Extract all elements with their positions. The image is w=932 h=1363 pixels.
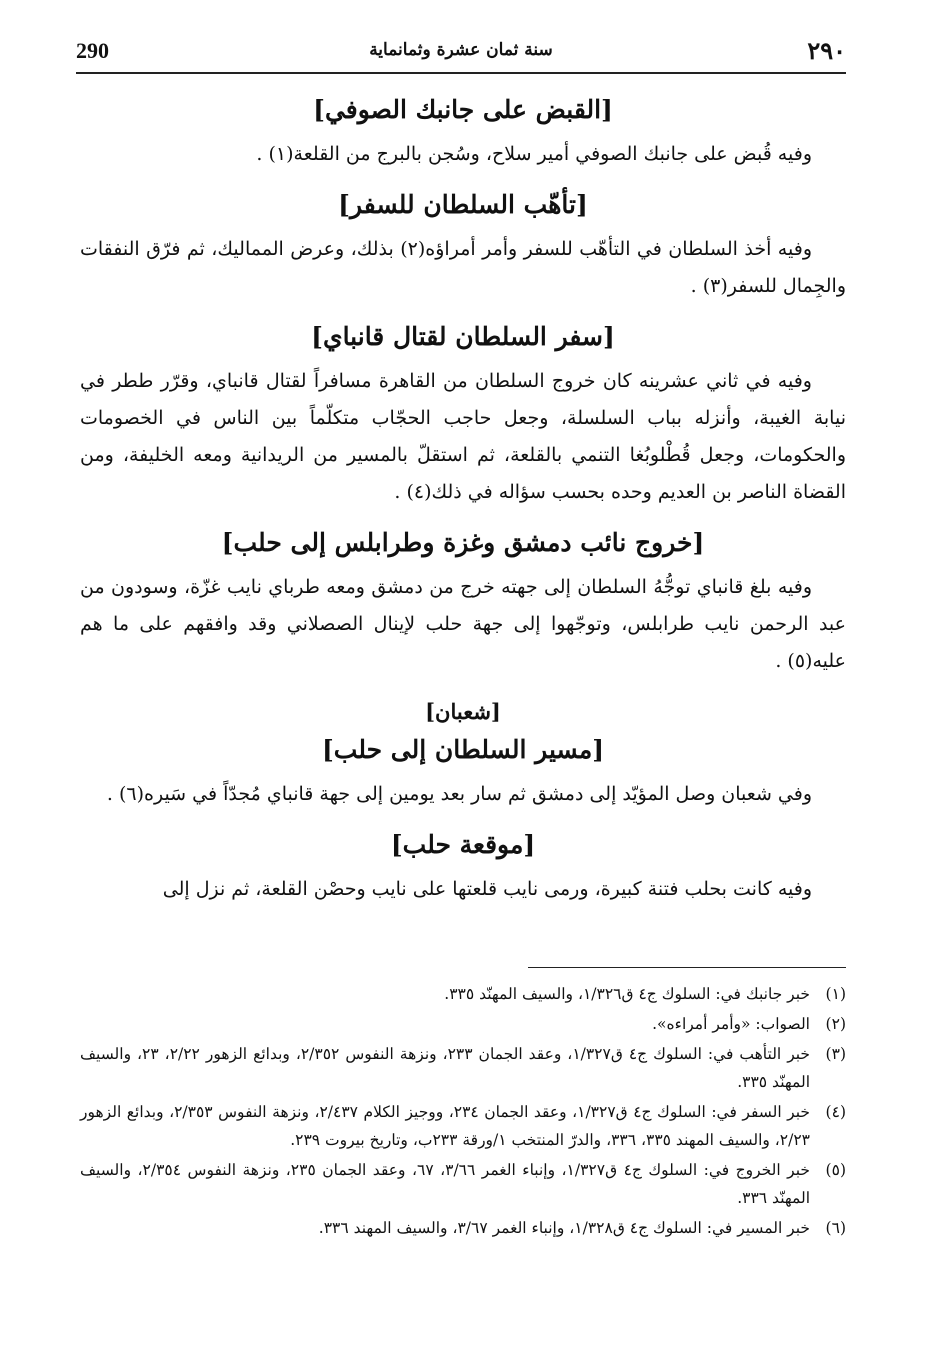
footnote	[80, 1040, 846, 1096]
section-paragraph: وفيه كانت بحلب فتنة كبيرة، ورمى نايب قلعتها على نايب وحصْن القلعة، ثم نزل إلى	[162, 878, 812, 900]
main-text	[80, 92, 846, 922]
footnote-number: (٦)	[825, 1219, 846, 1237]
section-title: [موقعة حلب]	[390, 830, 536, 859]
footnote	[80, 1098, 846, 1154]
section-title: [القبض على جانبك الصوفي]	[313, 95, 613, 124]
section-departure	[80, 525, 846, 680]
footnote-number: (٢)	[825, 1015, 846, 1033]
footnote-text: خبر جانبك في: السلوك ج٤ ق١/٣٢٦، والسيف المهنّد ٣٣٥.	[444, 985, 810, 1003]
footnotes	[80, 980, 846, 1244]
section-title: [سفر السلطان لقتال قانباي]	[311, 322, 615, 351]
section-paragraph: وفيه في ثاني عشرينه كان خروج السلطان من القاهرة مسافراً لقتال قانباي، وقرّر ططر في نيابة الغيبة، وأنزله بباب السلسلة، وجعل حاجب الحجّاب متكلّماً بين الناس في الخصومات والحكومات، وجعل قُطْلوبُغا التنمي بالقلعة، ثم استقلّ بالمسير من الريدانية ومعه الخليفة، ومن القضاة الناصر بن العديم وحده بحسب سؤاله في ذلك(٤) .	[80, 370, 846, 503]
section-battle	[80, 827, 846, 908]
footnote	[80, 1010, 846, 1038]
section-title: [تأهّب السلطان للسفر]	[338, 190, 588, 219]
footnote-text: خبر المسير في: السلوك ج٤ ق١/٣٢٨، وإنباء الغمر ٣/٦٧، والسيف المهند ٣٣٦.	[318, 1219, 810, 1237]
footnote	[80, 1156, 846, 1212]
page-number-latin: 290	[76, 38, 109, 63]
footnote	[80, 1214, 846, 1242]
footnote-number: (٣)	[825, 1045, 846, 1063]
footnote-number: (٤)	[825, 1103, 846, 1121]
month-subtitle: [شعبان]	[425, 699, 501, 724]
section-title: [خروج نائب دمشق وغزة وطرابلس إلى حلب]	[221, 528, 705, 557]
section-title: [مسير السلطان إلى حلب]	[321, 735, 605, 764]
footnote-text: خبر الخروج في: السلوك ج٤ ق١/٣٢٧، وإنباء الغمر ٣/٦٦، ٦٧، وعقد الجمان ٢٣٥، ونزهة النفوس ٢/٣٥٤، والسيف المهنّد ٣٣٦.	[80, 1161, 810, 1207]
footnote-number: (٥)	[825, 1161, 846, 1179]
section-paragraph: وفي شعبان وصل المؤيّد إلى دمشق ثم سار بعد يومين إلى جهة قانباي مُجدّاً في سَيره(٦) .	[106, 783, 812, 805]
footnote	[80, 980, 846, 1008]
section-journey	[80, 319, 846, 511]
footnote-text: خبر التأهب في: السلوك ج٤ ق١/٣٢٧، وعقد الجمان ٢٣٣، ونزهة النفوس ٢/٣٥٢، وبدائع الزهور ٢/٢٢، ٢٣، والسيف المهنّد ٣٣٥.	[80, 1045, 811, 1091]
section-paragraph: وفيه قُبض على جانبك الصوفي أمير سلاح، وسُجن بالبرج من القلعة(١) .	[256, 143, 812, 165]
footnote-divider	[528, 967, 846, 968]
section-arrest	[80, 92, 846, 173]
footnote-text: خبر السفر في: السلوك ج٤ ق١/٣٢٧، وعقد الجمان ٢٣٤، ووجيز الكلام ٢/٤٣٧، ونزهة النفوس ٢/٣٥٣، وبدائع الزهور ٢/٢٣، والسيف المهند ٣٣٥، ٣٣٦، والدرّ المنتخب ١/ورقة ٢٣٣ب، وتاريخ بيروت ٢٣٩.	[80, 1103, 810, 1149]
section-paragraph: وفيه أخذ السلطان في التأهّب للسفر وأمر أمراؤه(٢) بذلك، وعرض المماليك، ثم فرّق النفقات والجِمال للسفر(٣) .	[80, 238, 846, 297]
page-number-arabic: ٢٩٠	[807, 36, 846, 65]
footnote-number: (١)	[825, 985, 846, 1003]
page-header	[76, 36, 846, 74]
section-march	[80, 694, 846, 813]
section-preparation	[80, 187, 846, 305]
running-title: سنة ثمان عشرة وثمانماية	[369, 40, 553, 60]
section-paragraph: وفيه بلغ قانباي توجُّهُ السلطان إلى جهته خرج من دمشق ومعه طرباي نايب غزّة، وسودون من عبد الرحمن نايب طرابلس، وتوجّهوا إلى جهة حلب لإينال الصصلاني وقد وافقهم على ما هم عليه(٥) .	[80, 576, 846, 672]
footnote-text: الصواب: «وأمر أمراءه».	[652, 1015, 810, 1033]
